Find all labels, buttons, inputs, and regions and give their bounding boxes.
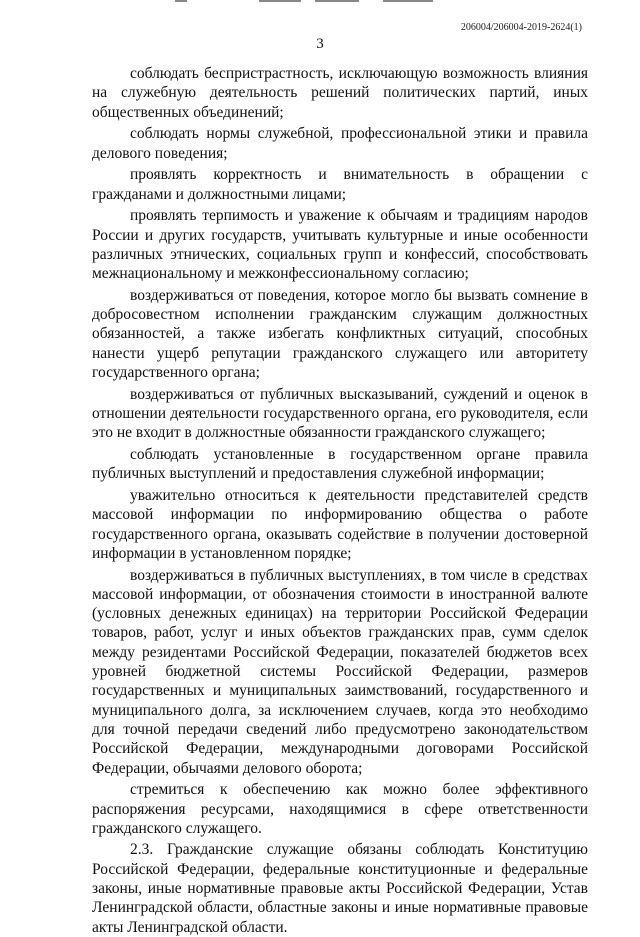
paragraph: соблюдать нормы служебной, профессиональной этики и правила делового поведения; bbox=[92, 125, 588, 162]
paragraph: 2.3. Гражданские служащие обязаны соблюдать Конституцию Российской Федерации, федеральные конституционные и федеральные законы, иные нормативные правовые акты Российской Федерации, Устав Ленинградской области, областные законы и иные нормативные правовые акты Ленинградской области. bbox=[92, 841, 588, 936]
scan-header-lines bbox=[175, 0, 465, 3]
paragraph: уважительно относиться к деятельности представителей средств массовой информации по информированию общества о работе государственного органа, оказывать содействие в получении достоверной информации в установленном порядке; bbox=[92, 486, 588, 562]
paragraph: стремиться к обеспечению как можно более эффективного распоряжения ресурсами, находящимися в сфере ответственности гражданского служащего. bbox=[92, 781, 588, 837]
document-id: 206004/206004-2019-2624(1) bbox=[460, 22, 582, 33]
paragraph: соблюдать установленные в государственном органе правила публичных выступлений и предоставления служебной информации; bbox=[92, 445, 588, 483]
paragraph: соблюдать беспристрастность, исключающую возможность влияния на служебную деятельность решений политических партий, иных общественных объединений; bbox=[92, 65, 588, 121]
page-number: 3 bbox=[316, 36, 324, 52]
paragraph: воздерживаться от публичных высказываний, суждений и оценок в отношении деятельности государственного органа, его руководителя, если это не входит в должностные обязанности гражданского служащего; bbox=[92, 385, 588, 442]
paragraph: воздерживаться от поведения, которое могло бы вызвать сомнение в добросовестном исполнении гражданским служащим должностных обязанностей, а также избегать конфликтных ситуаций, способных нанести ущерб репутации гражданского служащего или авторитету государственного органа; bbox=[92, 286, 588, 382]
paragraph: проявлять терпимость и уважение к обычаям и традициям народов России и других государств, учитывать культурные и иные особенности различных этнических, социальных групп и конфессий, способствовать межнациональному и межконфессиональному согласию; bbox=[92, 207, 588, 283]
paragraph: воздерживаться в публичных выступлениях, в том числе в средствах массовой информации, от обозначения стоимости в иностранной валюте (условных денежных единицах) на территории Российской Федерации товаров, работ, услуг и иных объектов гражданских прав, сумм сделок между резидентами Российской Федерации, показателей бюджетов всех уровней бюджетной системы Российской Федерации, размеров государственных и муниципальных заимствований, государственного и муниципального долга, за исключением случаев, когда это необходимо для точной передачи сведений либо предусмотрено законодательством Российской Федерации, международными договорами Российской Федерации, обычаями делового оборота; bbox=[92, 566, 588, 777]
document-body bbox=[92, 64, 588, 937]
paragraph: проявлять корректность и внимательность в обращении с гражданами и должностными лицами; bbox=[92, 166, 588, 203]
